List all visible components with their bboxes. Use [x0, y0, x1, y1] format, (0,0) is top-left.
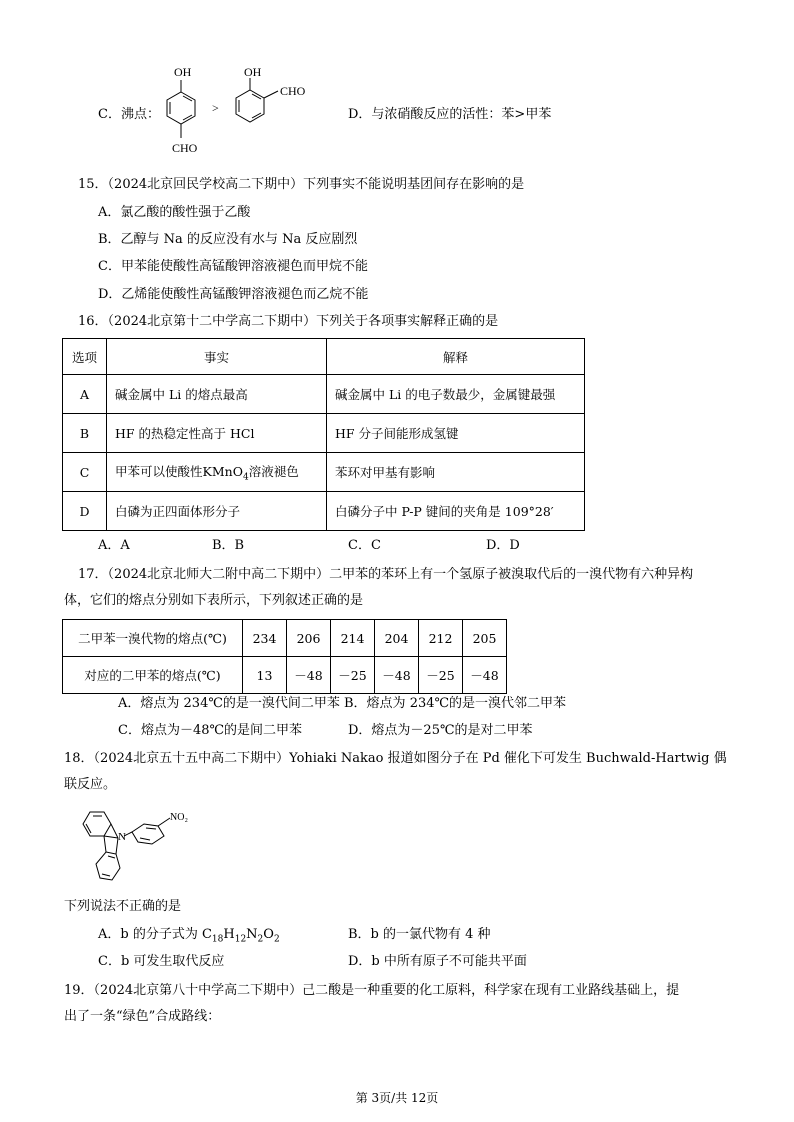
subscript: 2: [257, 934, 264, 945]
q15-stem: 15．（2024北京回民学校高二下期中）下列事实不能说明基团间存在影响的是: [78, 177, 525, 192]
q17-option-ab: A．熔点为 234℃的是一溴代间二甲苯 B．熔点为 234℃的是一溴代邻二甲苯: [118, 696, 567, 711]
table-row: [63, 492, 585, 531]
para-hydroxybenzaldehyde-structure: [167, 65, 198, 155]
row-fact: 白磷为正四面体形分子: [107, 492, 327, 531]
q16-answer-c: C．C: [348, 538, 381, 553]
q17-option-d: D．熔点为－25℃的是对二甲苯: [348, 723, 533, 738]
header-explain: 解释: [327, 339, 585, 375]
row-option: B: [63, 414, 107, 453]
table-cell: 214: [331, 620, 375, 657]
element-symbol: O: [263, 927, 274, 942]
subscript: 2: [273, 934, 280, 945]
q18-carbazole-molecule: [66, 798, 226, 898]
mol1-oh-label: OH: [174, 65, 192, 79]
table-cell: 205: [463, 620, 507, 657]
row-fact: HF 的热稳定性高于 HCl: [107, 414, 327, 453]
header-option: 选项: [63, 339, 107, 375]
q14-compare-sign: >: [212, 101, 219, 115]
row-explain: HF 分子间能形成氢键: [327, 414, 585, 453]
table-cell: －48: [463, 657, 507, 694]
q17-option-c: C．熔点为－48℃的是间二甲苯: [118, 723, 303, 738]
row2-label: 对应的二甲苯的熔点(℃): [63, 657, 243, 694]
q17-stem-line1: 17．（2024北京北师大二附中高二下期中）二甲苯的苯环上有一个氢原子被溴取代后的一溴代物有六种异构: [78, 567, 694, 582]
table-cell: 206: [287, 620, 331, 657]
q18-option-c: C．b 可发生取代反应: [98, 954, 225, 969]
q14-option-c-label: C．沸点：: [98, 107, 160, 122]
q16-stem: 16．（2024北京第十二中学高二下期中）下列关于各项事实解释正确的是: [78, 314, 499, 329]
mol2-cho-label: CHO: [280, 84, 306, 98]
row-option: A: [63, 375, 107, 414]
subscript: 18: [211, 934, 224, 945]
q18-option-b: B．b 的一氯代物有 4 种: [348, 927, 491, 942]
row-fact: 碱金属中 Li 的熔点最高: [107, 375, 327, 414]
q17-stem-line2: 体，它们的熔点分别如下表所示，下列叙述正确的是: [64, 593, 364, 608]
table-cell: －48: [287, 657, 331, 694]
q15-option-a: A．氯乙酸的酸性强于乙酸: [98, 205, 251, 220]
q15-option-b: B．乙醇与 Na 的反应没有水与 Na 反应剧烈: [98, 232, 358, 247]
row-option: D: [63, 492, 107, 531]
mol-no2-label: NO₂: [170, 812, 188, 823]
table-cell: 212: [419, 620, 463, 657]
fact-text-pre: 甲苯可以使酸性: [115, 463, 203, 479]
q14-boiling-point-molecules: [150, 60, 330, 160]
q16-answer-d: D．D: [486, 538, 520, 553]
table-cell: －48: [375, 657, 419, 694]
row1-label: 二甲苯一溴代物的熔点(℃): [63, 620, 243, 657]
q16-table: [62, 338, 585, 531]
q18-option-d: D．b 中所有原子不可能共平面: [348, 954, 527, 969]
row-fact: [107, 453, 327, 492]
carbazole-structure: [83, 812, 170, 880]
q17-table: [62, 619, 507, 694]
mol2-oh-label: OH: [244, 65, 262, 79]
q14-option-d: D．与浓硝酸反应的活性：苯>甲苯: [348, 107, 552, 122]
table-row: [63, 453, 585, 492]
table-row: [63, 620, 507, 657]
mol-n-label: N: [118, 831, 126, 843]
q15-option-c: C．甲苯能使酸性高锰酸钾溶液褪色而甲烷不能: [98, 259, 368, 274]
row-explain: 白磷分子中 P-P 键间的夹角是 109°28′: [327, 492, 585, 531]
table-row: [63, 657, 507, 694]
fact-formula: KMnO: [202, 463, 243, 479]
element-symbol: H: [223, 927, 235, 942]
table-cell: 13: [243, 657, 287, 694]
table-cell: －25: [419, 657, 463, 694]
q18-stem-line1: 18．（2024北京五十五中高二下期中）Yohiaki Nakao 报道如图分子在 Pd 催化下可发生 Buchwald-Hartwig 偶: [64, 751, 727, 766]
q18-option-a: [98, 926, 280, 949]
q16-answer-a: A．A: [98, 538, 130, 553]
table-row: [63, 375, 585, 414]
table-cell: 204: [375, 620, 419, 657]
q18-prompt: 下列说法不正确的是: [64, 899, 182, 914]
row-explain: 碱金属中 Li 的电子数最少，金属键最强: [327, 375, 585, 414]
mol1-cho-label: CHO: [172, 141, 198, 155]
fact-text-post: 溶液褪色: [248, 463, 299, 479]
q19-stem-line2: 出了一条“绿色”合成路线：: [64, 1009, 221, 1024]
page-footer: 第 3页/共 12页: [355, 1091, 439, 1105]
row-explain: 苯环对甲基有影响: [327, 453, 585, 492]
header-fact: 事实: [107, 339, 327, 375]
table-header-row: [63, 339, 585, 375]
table-cell: －25: [331, 657, 375, 694]
ortho-hydroxybenzaldehyde-structure: [236, 65, 306, 122]
table-cell: 234: [243, 620, 287, 657]
option-a-text: A．b 的分子式为 C: [98, 927, 212, 942]
table-row: [63, 414, 585, 453]
q19-stem-line1: 19．（2024北京第八十中学高二下期中）己二酸是一种重要的化工原料，科学家在现有工业路线基础上，提: [64, 983, 680, 998]
row-option: C: [63, 453, 107, 492]
q18-stem-line2: 联反应。: [64, 777, 117, 792]
q16-answer-b: B．B: [212, 538, 245, 553]
element-symbol: N: [246, 927, 258, 942]
subscript: 12: [234, 934, 247, 945]
fact-formula-subscript: 4: [242, 472, 249, 483]
q15-option-d: D．乙烯能使酸性高锰酸钾溶液褪色而乙烷不能: [98, 287, 369, 302]
